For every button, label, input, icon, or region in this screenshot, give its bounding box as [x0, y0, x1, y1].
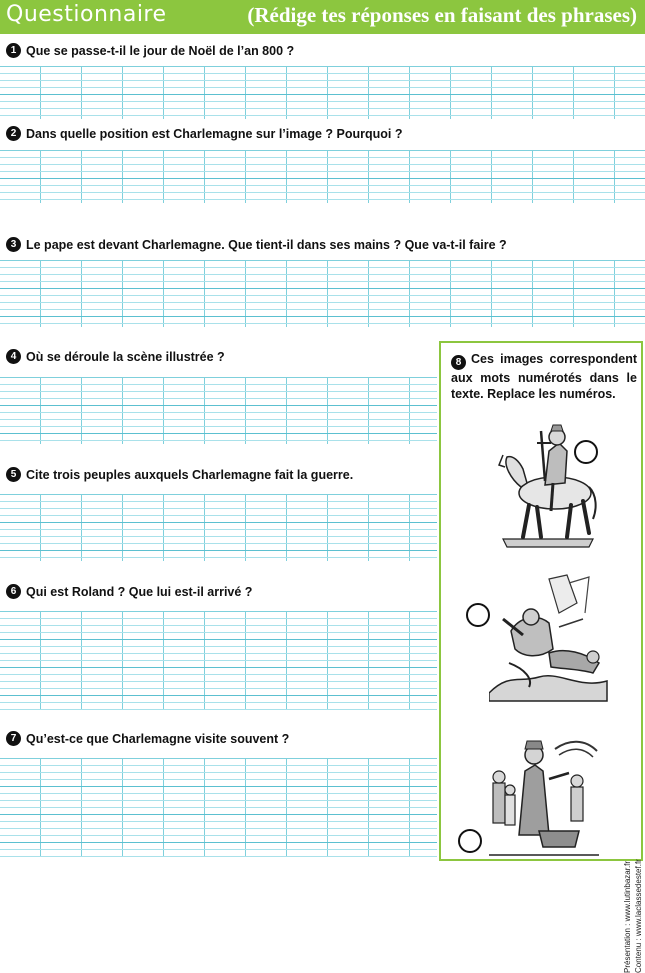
question-number: 2 — [6, 126, 21, 141]
question-text: Où se déroule la scène illustrée ? — [26, 349, 225, 364]
answer-lines-1[interactable] — [0, 66, 645, 119]
question-number: 6 — [6, 584, 21, 599]
question-number: 3 — [6, 237, 21, 252]
question-text: Ces images correspondent aux mots numérotés dans le texte. Replace les numéros. — [451, 352, 637, 401]
answer-circle-2[interactable] — [466, 603, 490, 627]
question-7 — [6, 731, 289, 746]
question-number: 7 — [6, 731, 21, 746]
question-1 — [6, 43, 294, 58]
header-bar — [0, 0, 645, 34]
answer-lines-5[interactable] — [0, 494, 437, 561]
answer-lines-7[interactable] — [0, 758, 437, 857]
question-2 — [6, 126, 402, 141]
question-text: Qu’est-ce que Charlemagne visite souvent ? — [26, 731, 290, 746]
credit-content: Contenu : www.laclassedestef.fr — [634, 859, 643, 973]
answer-circle-3[interactable] — [458, 829, 482, 853]
page-title: Questionnaire — [6, 2, 167, 27]
answer-lines-4[interactable] — [0, 377, 437, 444]
question-text: Qui est Roland ? Que lui est-il arrivé ? — [26, 584, 253, 599]
question-text: Que se passe-t-il le jour de Noël de l’an 800 ? — [26, 43, 295, 58]
question-number: 5 — [6, 467, 21, 482]
question-number: 4 — [6, 349, 21, 364]
answer-lines-3[interactable] — [0, 260, 645, 327]
question-number: 8 — [451, 355, 466, 370]
question-text: Dans quelle position est Charlemagne sur l’image ? Pourquoi ? — [26, 126, 403, 141]
answer-circle-1[interactable] — [574, 440, 598, 464]
question-6 — [6, 584, 252, 599]
page-subtitle: (Rédige tes réponses en faisant des phrases) — [247, 3, 637, 27]
question-number: 1 — [6, 43, 21, 58]
battle-scene-illustration — [489, 573, 609, 703]
credit-presentation: Présentation : www.lutinbazar.fr — [623, 860, 632, 973]
question-8 — [451, 351, 637, 402]
answer-lines-6[interactable] — [0, 611, 437, 710]
question-3 — [6, 237, 507, 252]
question-5 — [6, 467, 353, 482]
court-scene-illustration — [485, 735, 603, 859]
question-4 — [6, 349, 225, 364]
answer-lines-2[interactable] — [0, 150, 645, 203]
question-text: Cite trois peuples auxquels Charlemagne fait la guerre. — [26, 467, 354, 482]
question-text: Le pape est devant Charlemagne. Que tient-il dans ses mains ? Que va-t-il faire ? — [26, 237, 507, 252]
image-matching-panel — [439, 341, 643, 973]
